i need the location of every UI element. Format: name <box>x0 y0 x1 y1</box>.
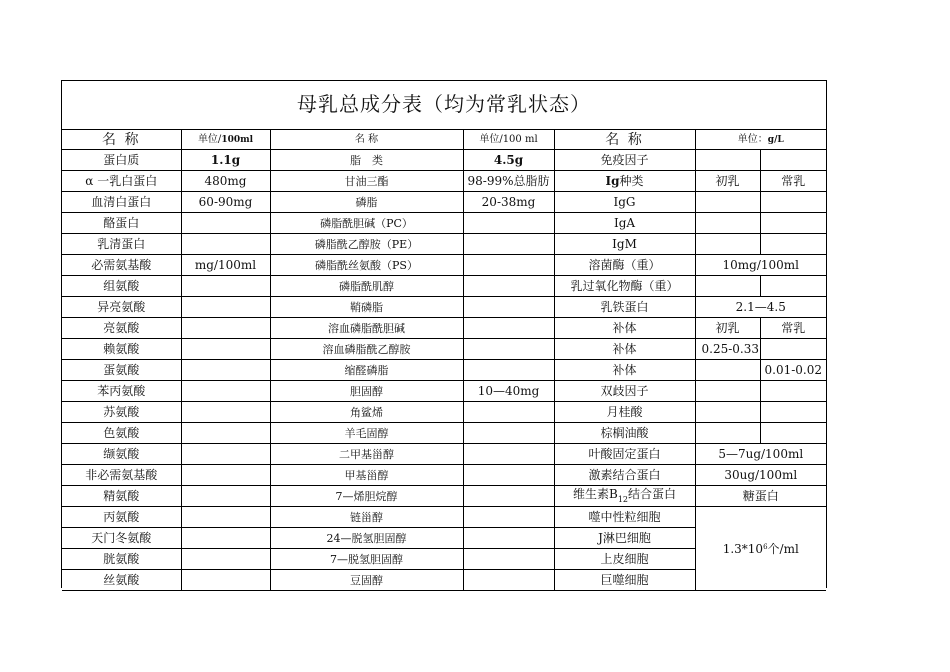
table-row <box>62 234 826 255</box>
lipid-value-cell <box>463 423 554 444</box>
lipid-value-cell <box>463 213 554 234</box>
lipid-name-cell: 磷脂酰肌醇 <box>270 276 463 297</box>
protein-value-cell <box>181 570 270 591</box>
header-name-1: 名 称 <box>62 130 181 150</box>
header-name-2: 名 称 <box>270 130 463 150</box>
lipid-name-cell: 7—脱氢胆固醇 <box>270 549 463 570</box>
lipid-value-cell <box>463 276 554 297</box>
immune-name-cell: 噬中性粒细胞 <box>554 507 695 528</box>
protein-value-cell: 480mg <box>181 171 270 192</box>
lipid-value-cell <box>463 318 554 339</box>
protein-name-cell: 丝氨酸 <box>62 570 181 591</box>
lipid-value-cell <box>463 549 554 570</box>
protein-name-cell: 色氨酸 <box>62 423 181 444</box>
lipid-name-cell: 缩醛磷脂 <box>270 360 463 381</box>
cell-count-value: $1.3*10^6$个/ml <box>695 507 826 591</box>
protein-value-cell <box>181 465 270 486</box>
immune-name-cell: 补体 <box>554 339 695 360</box>
protein-name-cell: 精氨酸 <box>62 486 181 507</box>
protein-name-cell: 血清白蛋白 <box>62 192 181 213</box>
protein-value-cell <box>181 402 270 423</box>
immune-name-cell: 双歧因子 <box>554 381 695 402</box>
lipid-value-cell <box>463 339 554 360</box>
lipid-value-cell <box>463 570 554 591</box>
lipid-name-cell: 胆固醇 <box>270 381 463 402</box>
immune-value-cell: 30ug/100ml <box>695 465 826 486</box>
table-row <box>62 486 826 507</box>
lipid-name-cell: 溶血磷脂酰乙醇胺 <box>270 339 463 360</box>
protein-value-cell: 60-90mg <box>181 192 270 213</box>
composition-table <box>62 129 826 591</box>
lipid-value-cell: 4.5g <box>463 150 554 171</box>
colostrum-value-cell <box>695 360 760 381</box>
lipid-name-cell: 豆固醇 <box>270 570 463 591</box>
protein-name-cell: 蛋氨酸 <box>62 360 181 381</box>
header-unit-1: 单位/100ml <box>181 130 270 150</box>
protein-value-cell <box>181 339 270 360</box>
table-row <box>62 507 826 528</box>
lipid-value-cell <box>463 402 554 423</box>
lipid-value-cell <box>463 234 554 255</box>
table-row <box>62 381 826 402</box>
colostrum-value-cell <box>695 213 760 234</box>
colostrum-value-cell <box>695 150 760 171</box>
colostrum-value-cell <box>695 192 760 213</box>
protein-name-cell: 蛋白质 <box>62 150 181 171</box>
table-row <box>62 297 826 318</box>
protein-value-cell <box>181 549 270 570</box>
lipid-value-cell <box>463 528 554 549</box>
mature-milk-value-cell <box>760 213 826 234</box>
immune-name-cell: 巨噬细胞 <box>554 570 695 591</box>
immune-name-cell: 乳铁蛋白 <box>554 297 695 318</box>
lipid-name-cell: 角鲨烯 <box>270 402 463 423</box>
immune-name-cell: IgM <box>554 234 695 255</box>
protein-name-cell: 必需氨基酸 <box>62 255 181 276</box>
protein-value-cell: 1.1g <box>181 150 270 171</box>
lipid-name-cell: 二甲基甾醇 <box>270 444 463 465</box>
mature-milk-value-cell: 常乳 <box>760 171 826 192</box>
protein-value-cell <box>181 318 270 339</box>
mature-milk-value-cell <box>760 150 826 171</box>
lipid-value-cell <box>463 486 554 507</box>
mature-milk-value-cell <box>760 192 826 213</box>
mature-milk-value-cell <box>760 276 826 297</box>
immune-name-cell: 补体 <box>554 318 695 339</box>
protein-value-cell <box>181 213 270 234</box>
immune-name-cell: Ig种类 <box>554 171 695 192</box>
colostrum-value-cell: 初乳 <box>695 171 760 192</box>
header-row <box>62 130 826 150</box>
lipid-value-cell <box>463 360 554 381</box>
protein-value-cell <box>181 444 270 465</box>
protein-name-cell: 天门冬氨酸 <box>62 528 181 549</box>
table-row <box>62 150 826 171</box>
immune-value-cell: 2.1—4.5 <box>695 297 826 318</box>
protein-value-cell <box>181 423 270 444</box>
mature-milk-value-cell <box>760 234 826 255</box>
lipid-name-cell: 甲基甾醇 <box>270 465 463 486</box>
protein-value-cell <box>181 297 270 318</box>
table-row <box>62 423 826 444</box>
lipid-value-cell <box>463 444 554 465</box>
table-row <box>62 213 826 234</box>
composition-sheet <box>61 80 827 588</box>
immune-value-cell: 5—7ug/100ml <box>695 444 826 465</box>
table-row <box>62 402 826 423</box>
table-row <box>62 318 826 339</box>
immune-name-cell: 维生素$B_{12}$结合蛋白 <box>554 486 695 507</box>
protein-name-cell: 酪蛋白 <box>62 213 181 234</box>
lipid-name-cell: 溶血磷脂酰胆碱 <box>270 318 463 339</box>
protein-name-cell: 苏氨酸 <box>62 402 181 423</box>
immune-name-cell: IgA <box>554 213 695 234</box>
mature-milk-value-cell <box>760 339 826 360</box>
mature-milk-value-cell: 0.01-0.02 <box>760 360 826 381</box>
header-name-3: 名 称 <box>554 130 695 150</box>
protein-name-cell: 赖氨酸 <box>62 339 181 360</box>
protein-value-cell <box>181 234 270 255</box>
immune-name-cell: 免疫因子 <box>554 150 695 171</box>
header-unit-2: 单位/100 ml <box>463 130 554 150</box>
colostrum-value-cell: 0.25-0.33 <box>695 339 760 360</box>
table-row <box>62 171 826 192</box>
protein-name-cell: 非必需氨基酸 <box>62 465 181 486</box>
lipid-value-cell <box>463 507 554 528</box>
mature-milk-value-cell: 常乳 <box>760 318 826 339</box>
immune-name-cell: 溶菌酶（重） <box>554 255 695 276</box>
protein-name-cell: α 一乳白蛋白 <box>62 171 181 192</box>
header-unit-3: 单位：g/L <box>695 130 826 150</box>
table-row <box>62 360 826 381</box>
immune-name-cell: 棕榈油酸 <box>554 423 695 444</box>
immune-value-cell: 糖蛋白 <box>695 486 826 507</box>
table-row <box>62 444 826 465</box>
protein-name-cell: 组氨酸 <box>62 276 181 297</box>
immune-name-cell: 叶酸固定蛋白 <box>554 444 695 465</box>
colostrum-value-cell <box>695 402 760 423</box>
table-row <box>62 339 826 360</box>
protein-value-cell <box>181 381 270 402</box>
lipid-value-cell <box>463 255 554 276</box>
lipid-value-cell: 20-38mg <box>463 192 554 213</box>
lipid-name-cell: 磷脂酰乙醇胺（PE） <box>270 234 463 255</box>
colostrum-value-cell <box>695 276 760 297</box>
immune-name-cell: 月桂酸 <box>554 402 695 423</box>
protein-value-cell <box>181 276 270 297</box>
protein-name-cell: 丙氨酸 <box>62 507 181 528</box>
lipid-name-cell: 磷脂 <box>270 192 463 213</box>
immune-name-cell: IgG <box>554 192 695 213</box>
lipid-name-cell: 羊毛固醇 <box>270 423 463 444</box>
colostrum-value-cell <box>695 381 760 402</box>
protein-name-cell: 苯丙氨酸 <box>62 381 181 402</box>
lipid-name-cell: 24—脱氢胆固醇 <box>270 528 463 549</box>
document-title: 母乳总成分表（均为常乳状态） <box>297 92 591 116</box>
protein-name-cell: 乳清蛋白 <box>62 234 181 255</box>
immune-name-cell: 补体 <box>554 360 695 381</box>
lipid-value-cell: 98-99%总脂肪 <box>463 171 554 192</box>
protein-value-cell <box>181 360 270 381</box>
lipid-name-cell: 甘油三酯 <box>270 171 463 192</box>
mature-milk-value-cell <box>760 423 826 444</box>
protein-value-cell <box>181 486 270 507</box>
title-row <box>62 81 826 130</box>
protein-name-cell: 异亮氨酸 <box>62 297 181 318</box>
mature-milk-value-cell <box>760 402 826 423</box>
lipid-value-cell: 10—40mg <box>463 381 554 402</box>
immune-name-cell: 激素结合蛋白 <box>554 465 695 486</box>
protein-name-cell: 缬氨酸 <box>62 444 181 465</box>
colostrum-value-cell: 初乳 <box>695 318 760 339</box>
mature-milk-value-cell <box>760 381 826 402</box>
lipid-name-cell: 7—烯胆烷醇 <box>270 486 463 507</box>
colostrum-value-cell <box>695 234 760 255</box>
protein-value-cell: mg/100ml <box>181 255 270 276</box>
lipid-name-cell: 磷脂酰丝氨酸（PS） <box>270 255 463 276</box>
lipid-name-cell: 脂 类 <box>270 150 463 171</box>
colostrum-value-cell <box>695 423 760 444</box>
protein-name-cell: 亮氨酸 <box>62 318 181 339</box>
immune-name-cell: 上皮细胞 <box>554 549 695 570</box>
lipid-name-cell: 磷脂酰胆碱（PC） <box>270 213 463 234</box>
lipid-value-cell <box>463 465 554 486</box>
protein-value-cell <box>181 507 270 528</box>
immune-name-cell: J淋巴细胞 <box>554 528 695 549</box>
protein-name-cell: 胱氨酸 <box>62 549 181 570</box>
immune-value-cell: 10mg/100ml <box>695 255 826 276</box>
lipid-name-cell: 鞘磷脂 <box>270 297 463 318</box>
table-row <box>62 276 826 297</box>
table-row <box>62 255 826 276</box>
lipid-value-cell <box>463 297 554 318</box>
table-row <box>62 192 826 213</box>
lipid-name-cell: 链甾醇 <box>270 507 463 528</box>
table-row <box>62 465 826 486</box>
immune-name-cell: 乳过氧化物酶（重） <box>554 276 695 297</box>
protein-value-cell <box>181 528 270 549</box>
